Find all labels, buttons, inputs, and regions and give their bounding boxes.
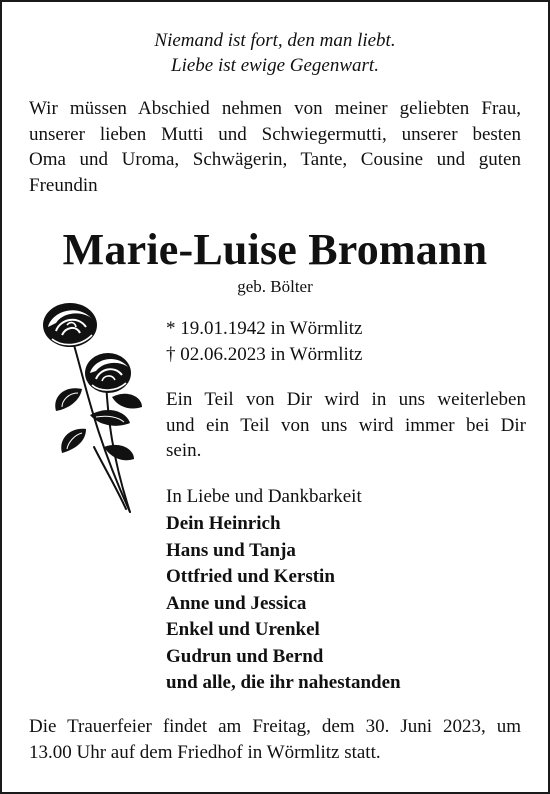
- mourner: Enkel und Urenkel: [166, 619, 320, 640]
- quote: [166, 387, 526, 464]
- quote-line: und ein Teil von uns wird immer bei Dir: [166, 414, 526, 436]
- quote-line: Ein Teil von Dir wird in uns weiterleben: [166, 389, 526, 410]
- roses-icon: [34, 297, 152, 517]
- funeral-line: 13.00 Uhr auf dem Friedhof in Wörmlitz statt.: [29, 741, 381, 763]
- mourner: Ottfried und Kerstin: [166, 566, 335, 587]
- motto-line: Niemand ist fort, den man liebt.: [154, 30, 396, 51]
- birth-date: * 19.01.1942 in Wörmlitz: [166, 318, 363, 339]
- motto-line: Liebe ist ewige Gegenwart.: [171, 55, 379, 76]
- quote-line: sein.: [166, 440, 202, 461]
- mourner: Hans und Tanja: [166, 539, 296, 561]
- funeral-info: [29, 714, 521, 765]
- intro-line: Oma und Uroma, Schwägerin, Tante, Cousine und guten: [29, 149, 521, 170]
- mourner: Anne und Jessica: [166, 592, 307, 614]
- mourners-list: [166, 511, 526, 697]
- maiden-name: geb. Bölter: [237, 277, 313, 296]
- mourner: Dein Heinrich: [166, 513, 281, 534]
- motto: [2, 28, 548, 78]
- intro-text: [29, 96, 521, 198]
- intro-line: Wir müssen Abschied nehmen von meiner geliebten Frau,: [29, 98, 521, 119]
- intro-line: Freundin: [29, 174, 98, 196]
- thanks-text: In Liebe und Dankbarkeit: [166, 486, 362, 507]
- mourner: und alle, die ihr nahestanden: [166, 672, 401, 693]
- deceased-name: Marie-Luise Bromann: [62, 225, 488, 274]
- funeral-line: Die Trauerfeier findet am Freitag, dem 30. Juni 2023, um: [29, 716, 521, 737]
- mourner: Gudrun und Bernd: [166, 645, 324, 667]
- life-dates: [166, 316, 526, 367]
- death-date: † 02.06.2023 in Wörmlitz: [166, 343, 363, 365]
- intro-line: unserer lieben Mutti und Schwiegermutti, unserer besten: [29, 123, 521, 145]
